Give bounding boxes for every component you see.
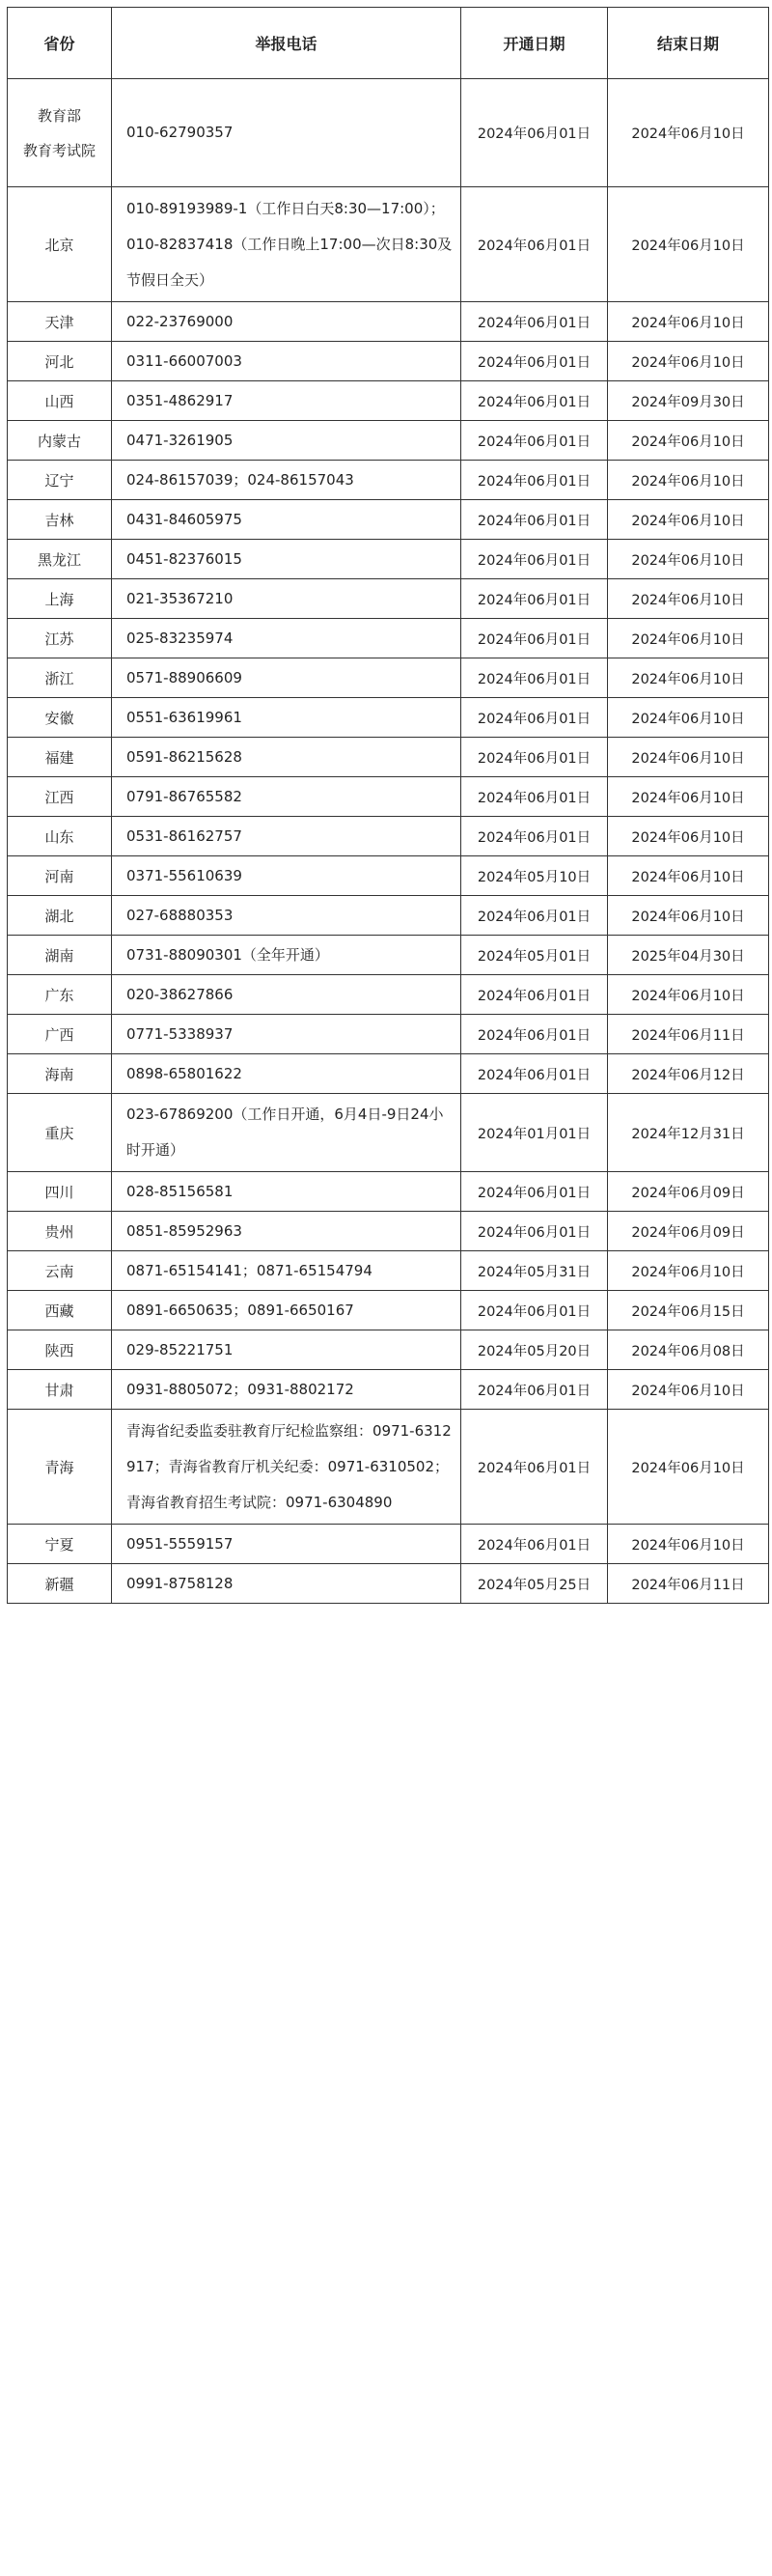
- province-cell: 天津: [8, 302, 112, 342]
- table-row: [8, 1330, 769, 1370]
- end-date-cell: 2024年09月30日: [608, 381, 769, 421]
- start-date-cell: 2024年06月01日: [461, 658, 608, 698]
- table-row: [8, 619, 769, 658]
- header-end-date: 结束日期: [608, 8, 769, 79]
- province-cell: 云南: [8, 1251, 112, 1291]
- phone-cell: 029-85221751: [112, 1330, 461, 1370]
- phone-cell: 0771-5338937: [112, 1015, 461, 1054]
- table-row: [8, 936, 769, 975]
- table-row: [8, 540, 769, 579]
- start-date-cell: 2024年06月01日: [461, 1291, 608, 1330]
- phone-cell: 010-89193989-1（工作日白天8:30—17:00）；010-82837418（工作日晚上17:00—次日8:30及节假日全天）: [112, 187, 461, 302]
- phone-cell: 0898-65801622: [112, 1054, 461, 1094]
- table-row: [8, 579, 769, 619]
- table-row: [8, 1015, 769, 1054]
- table-row: [8, 1094, 769, 1172]
- table-row: [8, 302, 769, 342]
- table-row: [8, 1251, 769, 1291]
- province-cell: 河北: [8, 342, 112, 381]
- phone-cell: 028-85156581: [112, 1172, 461, 1212]
- province-cell: 湖北: [8, 896, 112, 936]
- start-date-cell: 2024年01月01日: [461, 1094, 608, 1172]
- table-row: [8, 1054, 769, 1094]
- table-row: [8, 1564, 769, 1604]
- phone-cell: 0731-88090301（全年开通）: [112, 936, 461, 975]
- start-date-cell: 2024年06月01日: [461, 302, 608, 342]
- end-date-cell: 2024年06月10日: [608, 975, 769, 1015]
- start-date-cell: 2024年06月01日: [461, 500, 608, 540]
- phone-cell: 023-67869200（工作日开通，6月4日-9日24小时开通）: [112, 1094, 461, 1172]
- hotline-table: [7, 7, 769, 1604]
- phone-cell: 0371-55610639: [112, 856, 461, 896]
- end-date-cell: 2024年06月10日: [608, 738, 769, 777]
- end-date-cell: 2024年06月10日: [608, 579, 769, 619]
- start-date-cell: 2024年05月01日: [461, 936, 608, 975]
- phone-cell: 010-62790357: [112, 79, 461, 187]
- table-row: [8, 1172, 769, 1212]
- table-row: [8, 461, 769, 500]
- phone-cell: 0571-88906609: [112, 658, 461, 698]
- start-date-cell: 2024年06月01日: [461, 342, 608, 381]
- start-date-cell: 2024年06月01日: [461, 1370, 608, 1410]
- phone-cell: 0931-8805072；0931-8802172: [112, 1370, 461, 1410]
- phone-cell: 0791-86765582: [112, 777, 461, 817]
- start-date-cell: 2024年06月01日: [461, 187, 608, 302]
- table-row: [8, 1370, 769, 1410]
- start-date-cell: 2024年06月01日: [461, 421, 608, 461]
- start-date-cell: 2024年06月01日: [461, 79, 608, 187]
- end-date-cell: 2024年06月10日: [608, 619, 769, 658]
- province-cell: 四川: [8, 1172, 112, 1212]
- table-row: [8, 1410, 769, 1525]
- province-cell: 贵州: [8, 1212, 112, 1251]
- province-cell: 江西: [8, 777, 112, 817]
- end-date-cell: 2024年06月10日: [608, 302, 769, 342]
- end-date-cell: 2024年06月11日: [608, 1015, 769, 1054]
- start-date-cell: 2024年06月01日: [461, 817, 608, 856]
- province-cell: 内蒙古: [8, 421, 112, 461]
- phone-cell: 0991-8758128: [112, 1564, 461, 1604]
- province-cell: 陕西: [8, 1330, 112, 1370]
- province-cell: 湖南: [8, 936, 112, 975]
- table-row: [8, 187, 769, 302]
- table-row: [8, 1212, 769, 1251]
- province-cell: 西藏: [8, 1291, 112, 1330]
- end-date-cell: 2024年06月10日: [608, 1251, 769, 1291]
- province-cell: 新疆: [8, 1564, 112, 1604]
- phone-cell: 0951-5559157: [112, 1525, 461, 1564]
- end-date-cell: 2024年06月10日: [608, 187, 769, 302]
- phone-cell: 0351-4862917: [112, 381, 461, 421]
- start-date-cell: 2024年05月10日: [461, 856, 608, 896]
- phone-cell: 0551-63619961: [112, 698, 461, 738]
- province-cell: 教育部 教育考试院: [8, 79, 112, 187]
- end-date-cell: 2024年06月10日: [608, 500, 769, 540]
- table-row: [8, 738, 769, 777]
- table-row: [8, 698, 769, 738]
- phone-cell: 0431-84605975: [112, 500, 461, 540]
- start-date-cell: 2024年05月31日: [461, 1251, 608, 1291]
- end-date-cell: 2024年06月08日: [608, 1330, 769, 1370]
- header-start-date: 开通日期: [461, 8, 608, 79]
- table-row: [8, 1291, 769, 1330]
- end-date-cell: 2024年06月10日: [608, 896, 769, 936]
- end-date-cell: 2024年06月15日: [608, 1291, 769, 1330]
- start-date-cell: 2024年06月01日: [461, 1410, 608, 1525]
- start-date-cell: 2024年06月01日: [461, 381, 608, 421]
- end-date-cell: 2024年06月12日: [608, 1054, 769, 1094]
- phone-cell: 027-68880353: [112, 896, 461, 936]
- phone-cell: 0891-6650635；0891-6650167: [112, 1291, 461, 1330]
- table-body: [8, 79, 769, 1604]
- start-date-cell: 2024年05月25日: [461, 1564, 608, 1604]
- table-row: [8, 1525, 769, 1564]
- province-cell: 上海: [8, 579, 112, 619]
- start-date-cell: 2024年06月01日: [461, 698, 608, 738]
- province-cell: 山西: [8, 381, 112, 421]
- phone-cell: 0311-66007003: [112, 342, 461, 381]
- table-row: [8, 381, 769, 421]
- header-phone: 举报电话: [112, 8, 461, 79]
- start-date-cell: 2024年06月01日: [461, 579, 608, 619]
- province-cell: 江苏: [8, 619, 112, 658]
- province-cell: 安徽: [8, 698, 112, 738]
- province-cell: 辽宁: [8, 461, 112, 500]
- end-date-cell: 2024年06月10日: [608, 658, 769, 698]
- start-date-cell: 2024年06月01日: [461, 896, 608, 936]
- phone-cell: 020-38627866: [112, 975, 461, 1015]
- start-date-cell: 2024年06月01日: [461, 619, 608, 658]
- province-cell: 甘肃: [8, 1370, 112, 1410]
- end-date-cell: 2024年06月10日: [608, 342, 769, 381]
- province-cell: 福建: [8, 738, 112, 777]
- end-date-cell: 2024年06月10日: [608, 698, 769, 738]
- end-date-cell: 2024年06月09日: [608, 1212, 769, 1251]
- table-row: [8, 500, 769, 540]
- start-date-cell: 2024年06月01日: [461, 1015, 608, 1054]
- table-row: [8, 817, 769, 856]
- province-cell: 海南: [8, 1054, 112, 1094]
- end-date-cell: 2024年06月10日: [608, 461, 769, 500]
- phone-cell: 青海省纪委监委驻教育厅纪检监察组：0971-6312917；青海省教育厅机关纪委：0971-6310502；青海省教育招生考试院：0971-6304890: [112, 1410, 461, 1525]
- province-cell: 北京: [8, 187, 112, 302]
- end-date-cell: 2024年06月11日: [608, 1564, 769, 1604]
- table-row: [8, 777, 769, 817]
- phone-cell: 025-83235974: [112, 619, 461, 658]
- end-date-cell: 2024年12月31日: [608, 1094, 769, 1172]
- province-cell: 黑龙江: [8, 540, 112, 579]
- table-row: [8, 79, 769, 187]
- province-cell: 山东: [8, 817, 112, 856]
- province-cell: 广西: [8, 1015, 112, 1054]
- end-date-cell: 2024年06月10日: [608, 856, 769, 896]
- start-date-cell: 2024年06月01日: [461, 461, 608, 500]
- province-cell: 青海: [8, 1410, 112, 1525]
- start-date-cell: 2024年06月01日: [461, 1212, 608, 1251]
- table-row: [8, 421, 769, 461]
- province-cell: 重庆: [8, 1094, 112, 1172]
- start-date-cell: 2024年06月01日: [461, 975, 608, 1015]
- table-row: [8, 856, 769, 896]
- province-cell: 浙江: [8, 658, 112, 698]
- start-date-cell: 2024年05月20日: [461, 1330, 608, 1370]
- end-date-cell: 2024年06月10日: [608, 1410, 769, 1525]
- province-cell: 吉林: [8, 500, 112, 540]
- table-row: [8, 658, 769, 698]
- end-date-cell: 2024年06月10日: [608, 1370, 769, 1410]
- province-cell: 广东: [8, 975, 112, 1015]
- end-date-cell: 2024年06月10日: [608, 1525, 769, 1564]
- phone-cell: 0871-65154141；0871-65154794: [112, 1251, 461, 1291]
- table-row: [8, 342, 769, 381]
- table-row: [8, 896, 769, 936]
- start-date-cell: 2024年06月01日: [461, 777, 608, 817]
- end-date-cell: 2024年06月09日: [608, 1172, 769, 1212]
- phone-cell: 022-23769000: [112, 302, 461, 342]
- table-header-row: [8, 8, 769, 79]
- phone-cell: 0451-82376015: [112, 540, 461, 579]
- end-date-cell: 2025年04月30日: [608, 936, 769, 975]
- end-date-cell: 2024年06月10日: [608, 79, 769, 187]
- header-province: 省份: [8, 8, 112, 79]
- phone-cell: 0471-3261905: [112, 421, 461, 461]
- phone-cell: 021-35367210: [112, 579, 461, 619]
- end-date-cell: 2024年06月10日: [608, 540, 769, 579]
- start-date-cell: 2024年06月01日: [461, 1054, 608, 1094]
- end-date-cell: 2024年06月10日: [608, 421, 769, 461]
- phone-cell: 024-86157039；024-86157043: [112, 461, 461, 500]
- start-date-cell: 2024年06月01日: [461, 1172, 608, 1212]
- end-date-cell: 2024年06月10日: [608, 817, 769, 856]
- table-row: [8, 975, 769, 1015]
- start-date-cell: 2024年06月01日: [461, 1525, 608, 1564]
- phone-cell: 0531-86162757: [112, 817, 461, 856]
- phone-cell: 0851-85952963: [112, 1212, 461, 1251]
- phone-cell: 0591-86215628: [112, 738, 461, 777]
- province-cell: 河南: [8, 856, 112, 896]
- start-date-cell: 2024年06月01日: [461, 540, 608, 579]
- start-date-cell: 2024年06月01日: [461, 738, 608, 777]
- end-date-cell: 2024年06月10日: [608, 777, 769, 817]
- province-cell: 宁夏: [8, 1525, 112, 1564]
